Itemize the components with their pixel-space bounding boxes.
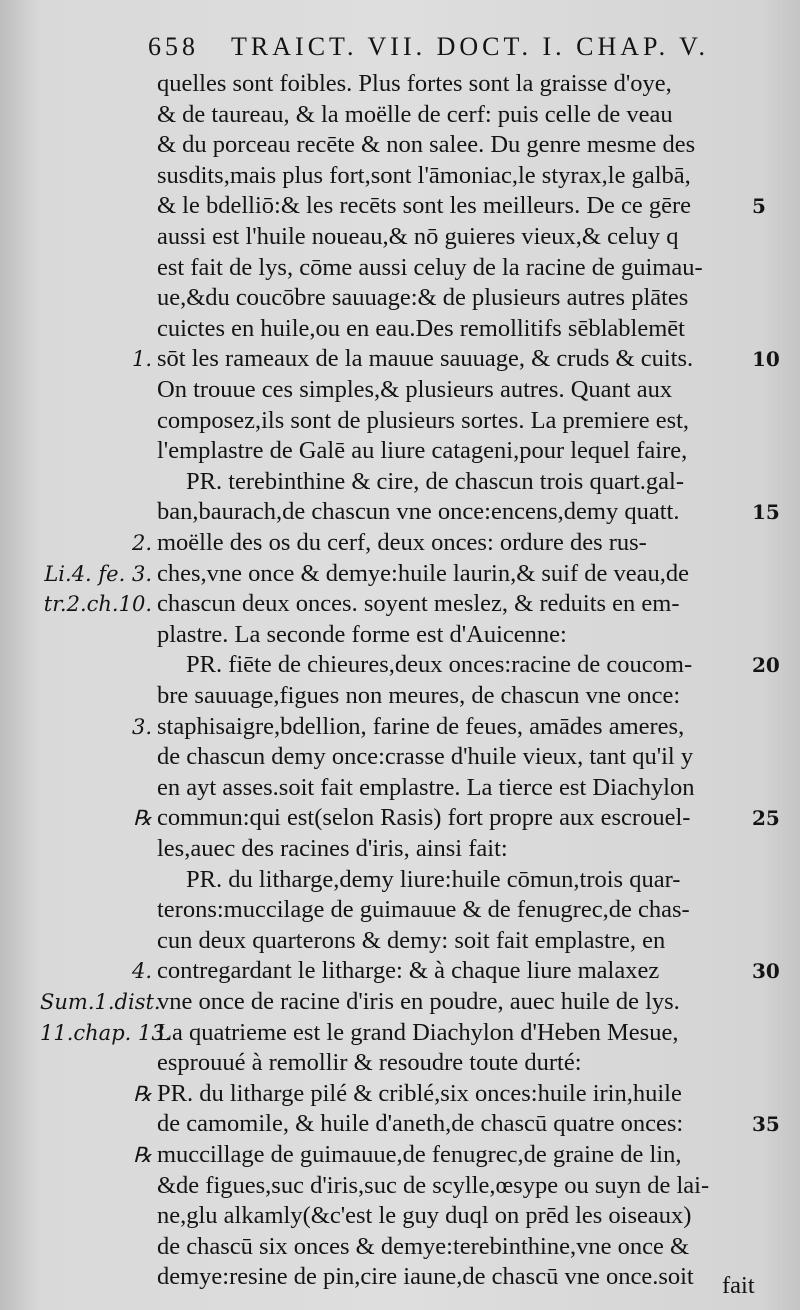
line-text: PR. terebinthine & cire, de chascun trois quart.gal- (186, 467, 685, 495)
margin-note-left: 2. (131, 531, 152, 555)
line-text: cuictes en huile,ou en eau.Des remollitifs sēblablemēt (157, 314, 685, 342)
line-text: les,auec des racines d'iris, ainsi fait: (157, 835, 508, 862)
line-text: esprouué à remollir & resoudre toute durté: (157, 1049, 582, 1077)
line-text: ches,vne once & demye:huile laurin,& suif de veau,de (157, 559, 690, 587)
line-text: contregardant le litharge: & à chaque liure malaxez (157, 957, 660, 985)
margin-note-left: ℞ (133, 1143, 152, 1167)
text-line (0, 252, 800, 284)
line-text: bre sauuage,figues non meures, de chascun vne once: (157, 682, 681, 709)
line-text: de chascū six onces & demye:terebinthine,vne once & (157, 1232, 690, 1260)
margin-note-left: 4. (131, 959, 152, 984)
margin-note-left: 1. (131, 347, 152, 372)
text-line (0, 343, 800, 375)
text-line (0, 802, 800, 834)
line-text: demye:resine de pin,cire iaune,de chascū vne once.soit (157, 1263, 694, 1291)
text-line (0, 129, 800, 161)
text-line (0, 1170, 800, 1202)
text-line (0, 1261, 800, 1293)
line-text: cun deux quarterons & demy: soit fait emplastre, en (157, 926, 666, 954)
text-line (0, 527, 800, 559)
text-line (0, 711, 800, 743)
text-line (0, 435, 800, 467)
text-line (0, 680, 800, 712)
line-text: susdits,mais plus fort,sont l'āmoniac,le styrax,le galbā, (157, 161, 691, 189)
line-text: plastre. La seconde forme est d'Auicenne: (157, 620, 567, 648)
line-number-right: 30 (752, 959, 780, 984)
text-line (0, 619, 800, 651)
line-text: composez,ils sont de plusieurs sortes. La premiere est, (157, 406, 690, 434)
line-text: muccillage de guimauue,de fenugrec,de graine de lin, (157, 1141, 682, 1168)
text-line (0, 772, 800, 804)
line-text: ue,&du coucōbre sauuage:& de plusieurs autres plātes (157, 284, 689, 312)
line-text: vne once de racine d'iris en poudre, auec huile de lys. (157, 988, 680, 1015)
line-text: en ayt asses.soit fait emplastre. La tierce est Diachylon (157, 773, 695, 801)
text-line (0, 1017, 800, 1049)
line-text: aussi est l'huile noueau,& nō guieres vieux,& celuy q (157, 223, 679, 250)
line-text: de camomile, & huile d'aneth,de chascū quatre onces: (157, 1110, 684, 1138)
margin-note-left: ℞ (133, 806, 152, 831)
line-text: ban,baurach,de chascun vne once:encens,demy quatt. (157, 498, 680, 526)
page-header (148, 32, 748, 66)
text-line (0, 1200, 800, 1232)
text-line (0, 1047, 800, 1079)
line-text: moëlle des os du cerf, deux onces: ordure des rus- (157, 529, 647, 556)
line-number-right: 35 (752, 1112, 780, 1137)
text-line (0, 649, 800, 681)
running-title: TRAICT. VII. DOCT. I. CHAP. V. (231, 32, 710, 61)
line-text: La quatrieme est le grand Diachylon d'Heben Mesue, (157, 1018, 679, 1046)
margin-note-left: Li.4. fe. 3. (44, 561, 152, 586)
page-number: 658 (148, 32, 199, 61)
margin-note-left: ℞ (133, 1081, 152, 1106)
text-line (0, 1078, 800, 1110)
catchword: fait (722, 1272, 755, 1299)
text-line (0, 925, 800, 957)
line-text: sōt les rameaux de la mauue sauuage, & cruds & cuits. (157, 345, 694, 373)
line-text: chascun deux onces. soyent meslez, & reduits en em- (157, 590, 680, 618)
text-line (0, 466, 800, 498)
line-number-right: 10 (752, 347, 780, 372)
line-number-right: 15 (752, 500, 780, 525)
text-line (0, 190, 800, 222)
text-line (0, 894, 800, 926)
text-line (0, 588, 800, 620)
text-line (0, 405, 800, 437)
text-line (0, 833, 800, 865)
line-text: est fait de lys, cōme aussi celuy de la racine de guimau- (157, 253, 703, 281)
line-text: & du porceau recēte & non salee. Du genre mesme des (157, 131, 696, 159)
line-text: l'emplastre de Galē au liure catageni,pour lequel faire, (157, 437, 688, 465)
text-line (0, 313, 800, 345)
line-text: PR. du litharge,demy liure:huile cōmun,trois quar- (186, 865, 681, 893)
text-line (0, 955, 800, 987)
text-line (0, 160, 800, 192)
line-text: &de figues,suc d'iris,suc de scylle,œsype ou suyn de lai- (157, 1171, 710, 1199)
line-text: commun:qui est(selon Rasis) fort propre aux escrouel- (157, 804, 691, 832)
text-line (0, 374, 800, 406)
text-line (0, 1231, 800, 1263)
text-line (0, 558, 800, 590)
line-text: ne,glu alkamly(&c'est le guy duql on prēd les oiseaux) (157, 1202, 692, 1230)
line-text: de chascun demy once:crasse d'huile vieux, tant qu'il y (157, 743, 694, 771)
line-number-right: 20 (752, 653, 780, 678)
margin-note-left: 3. (131, 714, 152, 739)
line-text: & de taureau, & la moëlle de cerf: puis celle de veau (157, 100, 673, 128)
text-line (0, 864, 800, 896)
margin-note-left: tr.2.ch.10. (43, 592, 152, 617)
line-text: On trouue ces simples,& plusieurs autres. Quant aux (157, 376, 673, 403)
line-text: staphisaigre,bdellion, farine de feues, amādes ameres, (157, 712, 685, 740)
text-line (0, 741, 800, 773)
text-line (0, 1108, 800, 1140)
margin-note-left: 11.chap. 13. (40, 1020, 172, 1045)
line-text: quelles sont foibles. Plus fortes sont la graisse d'oye, (157, 70, 672, 97)
text-line (0, 986, 800, 1018)
text-line (0, 221, 800, 253)
text-line (0, 496, 800, 528)
margin-note-left: Sum.1.dist. (40, 990, 161, 1014)
line-text: PR. du litharge pilé & criblé,six onces:huile irin,huile (157, 1079, 682, 1107)
line-number-right: 25 (752, 806, 780, 831)
text-line (0, 99, 800, 131)
line-text: & le bdelliō:& les recēts sont les meilleurs. De ce gēre (157, 192, 692, 220)
line-text: terons:muccilage de guimauue & de fenugrec,de chas- (157, 896, 690, 924)
text-line (0, 68, 800, 100)
line-text: PR. fiēte de chieures,deux onces:racine de coucom- (186, 651, 693, 679)
line-number-right: 5 (752, 194, 766, 219)
text-line (0, 282, 800, 314)
text-line (0, 1139, 800, 1171)
